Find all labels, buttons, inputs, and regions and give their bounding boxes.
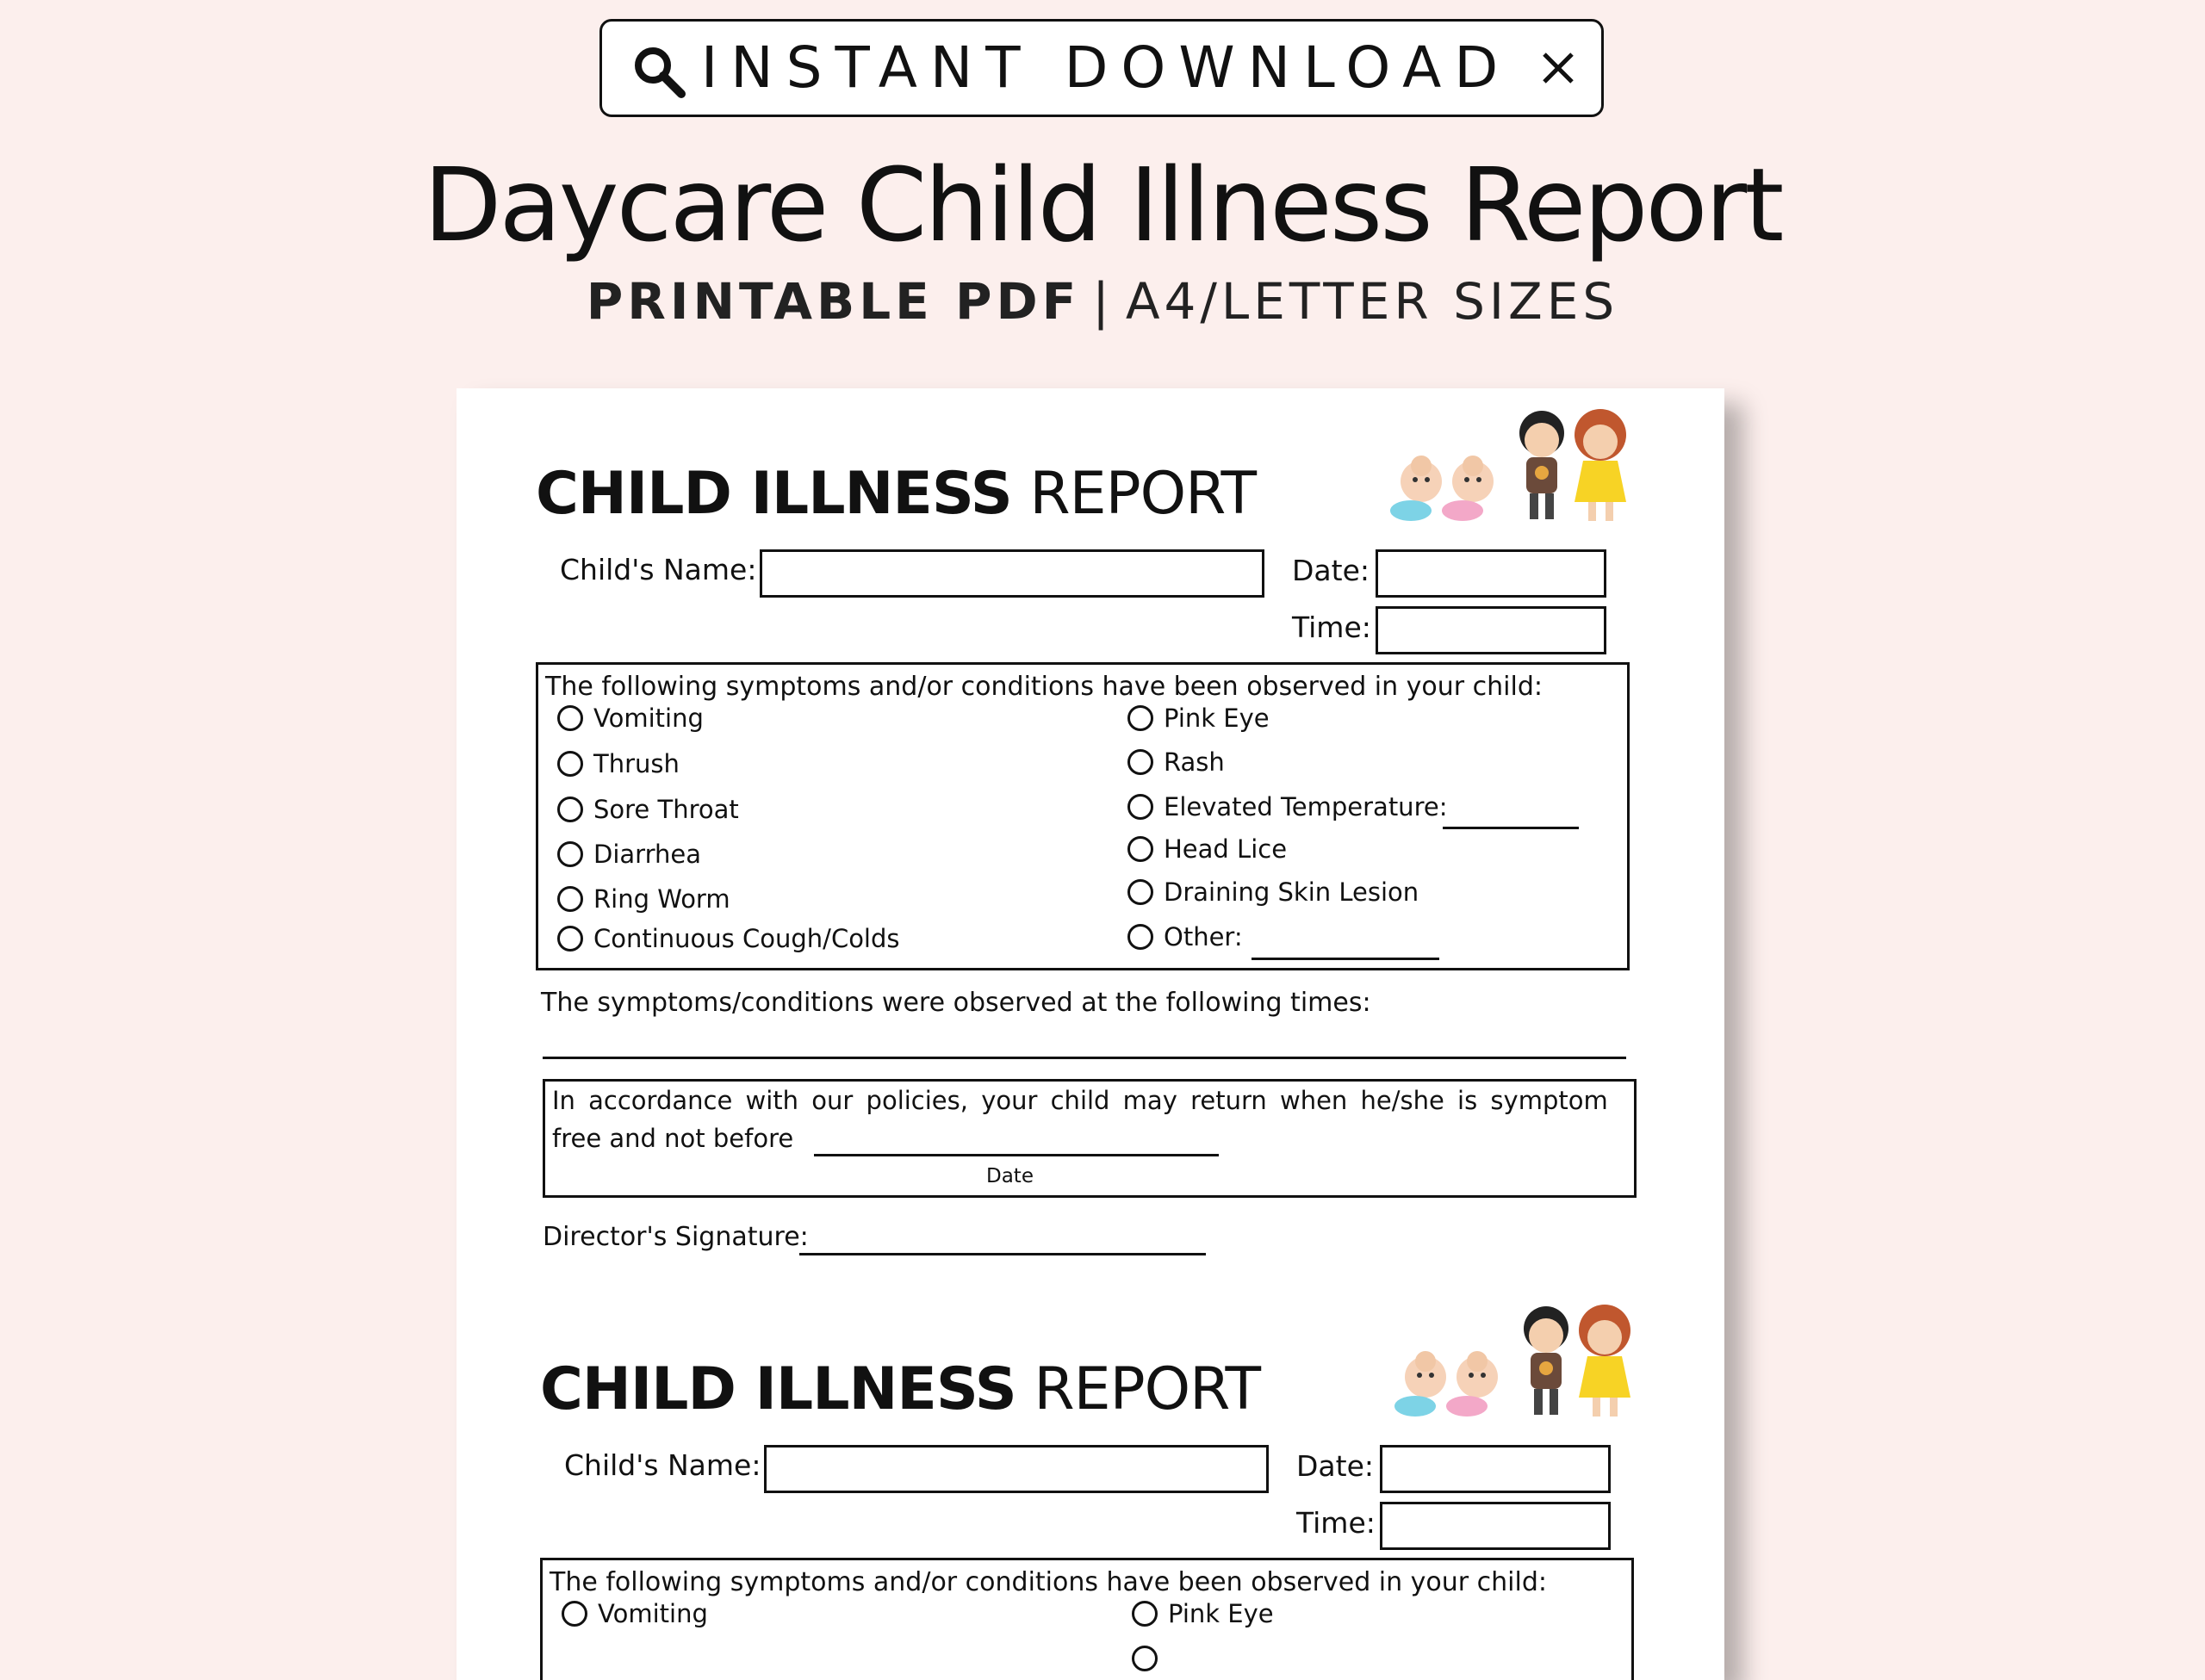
symptoms-box: [540, 1558, 1634, 1680]
symptom-label: Rash: [1164, 747, 1225, 777]
radio-button[interactable]: [1127, 794, 1153, 820]
report-title: [536, 456, 1256, 533]
symptom-label: Pink Eye: [1168, 1599, 1274, 1628]
radio-button[interactable]: [1132, 1646, 1158, 1671]
return-date-caption: Date: [986, 1165, 1034, 1187]
report-title-bold: CHILD ILLNESS: [536, 460, 1012, 528]
symptom-label: Ring Worm: [593, 884, 730, 914]
child-name-field[interactable]: [760, 549, 1264, 598]
symptom-label: Vomiting: [598, 1599, 708, 1628]
symptom-label: Other:: [1164, 922, 1243, 952]
policy-text-line-2: free and not before: [552, 1124, 794, 1153]
radio-button[interactable]: [1127, 836, 1153, 862]
symptom-label: Head Lice: [1164, 834, 1288, 864]
search-text: INSTANT DOWNLOAD: [700, 34, 1512, 101]
symptoms-intro: The following symptoms and/or conditions have been observed in your child:: [550, 1567, 1548, 1597]
subtitle-sizes: A4/LETTER SIZES: [1125, 272, 1619, 331]
subtitle-separator: |: [1092, 272, 1114, 331]
time-label: Time:: [1296, 1506, 1376, 1540]
illness-report-1: [457, 388, 1724, 1284]
time-label: Time:: [1292, 611, 1371, 644]
radio-button[interactable]: [557, 797, 583, 822]
radio-button[interactable]: [1132, 1601, 1158, 1627]
radio-button[interactable]: [1127, 879, 1153, 905]
symptoms-intro: The following symptoms and/or conditions have been observed in your child:: [545, 672, 1544, 702]
symptoms-box: [536, 662, 1630, 970]
date-label: Date:: [1292, 554, 1370, 587]
instant-download-searchbar: [599, 19, 1604, 117]
return-date-line[interactable]: [814, 1154, 1219, 1156]
other-blank-line[interactable]: [1252, 958, 1439, 960]
report-title: [540, 1351, 1260, 1429]
symptom-label: Vomiting: [593, 704, 704, 733]
report-title-rest: REPORT: [1034, 1355, 1260, 1423]
subtitle-format: PRINTABLE PDF: [586, 272, 1081, 331]
symptom-label: Diarrhea: [593, 840, 701, 869]
children-illustration: [1387, 406, 1645, 526]
radio-button[interactable]: [1127, 705, 1153, 731]
date-field[interactable]: [1380, 1445, 1611, 1493]
radio-button[interactable]: [557, 705, 583, 731]
observed-times-label: The symptoms/conditions were observed at the following times:: [541, 988, 1371, 1018]
radio-button[interactable]: [557, 926, 583, 952]
director-signature-label: Director's Signature:: [543, 1222, 809, 1252]
time-field[interactable]: [1380, 1502, 1611, 1550]
page-subtitle: [0, 267, 2205, 336]
children-illustration: [1391, 1301, 1649, 1422]
director-signature-line[interactable]: [799, 1253, 1206, 1255]
radio-button[interactable]: [557, 751, 583, 777]
symptom-label: Sore Throat: [593, 795, 739, 824]
report-title-bold: CHILD ILLNESS: [540, 1355, 1016, 1423]
symptom-label: Elevated Temperature:: [1164, 792, 1448, 821]
printable-page-preview: [457, 388, 1724, 1680]
symptom-label: Draining Skin Lesion: [1164, 877, 1419, 907]
child-name-label: Child's Name:: [564, 1448, 761, 1482]
radio-button[interactable]: [1127, 749, 1153, 775]
return-policy-box: [543, 1079, 1637, 1198]
observed-times-line[interactable]: [543, 1057, 1626, 1059]
report-title-rest: REPORT: [1029, 460, 1256, 528]
temperature-blank-line[interactable]: [1443, 827, 1579, 829]
time-field[interactable]: [1376, 606, 1606, 654]
child-name-field[interactable]: [764, 1445, 1269, 1493]
radio-button[interactable]: [562, 1601, 587, 1627]
policy-text-line-1: In accordance with our policies, your child may return when he/she is symptom: [552, 1086, 1608, 1115]
close-icon: [1539, 49, 1577, 87]
symptom-label: Continuous Cough/Colds: [593, 924, 900, 953]
date-label: Date:: [1296, 1449, 1374, 1483]
symptom-label: Thrush: [593, 749, 680, 778]
child-name-label: Child's Name:: [560, 553, 757, 586]
symptom-label: Pink Eye: [1164, 704, 1270, 733]
date-field[interactable]: [1376, 549, 1606, 598]
illness-report-2: [461, 1284, 1724, 1680]
radio-button[interactable]: [1127, 924, 1153, 950]
page-title: Daycare Child Illness Report: [423, 146, 1782, 264]
radio-button[interactable]: [557, 841, 583, 867]
radio-button[interactable]: [557, 886, 583, 912]
